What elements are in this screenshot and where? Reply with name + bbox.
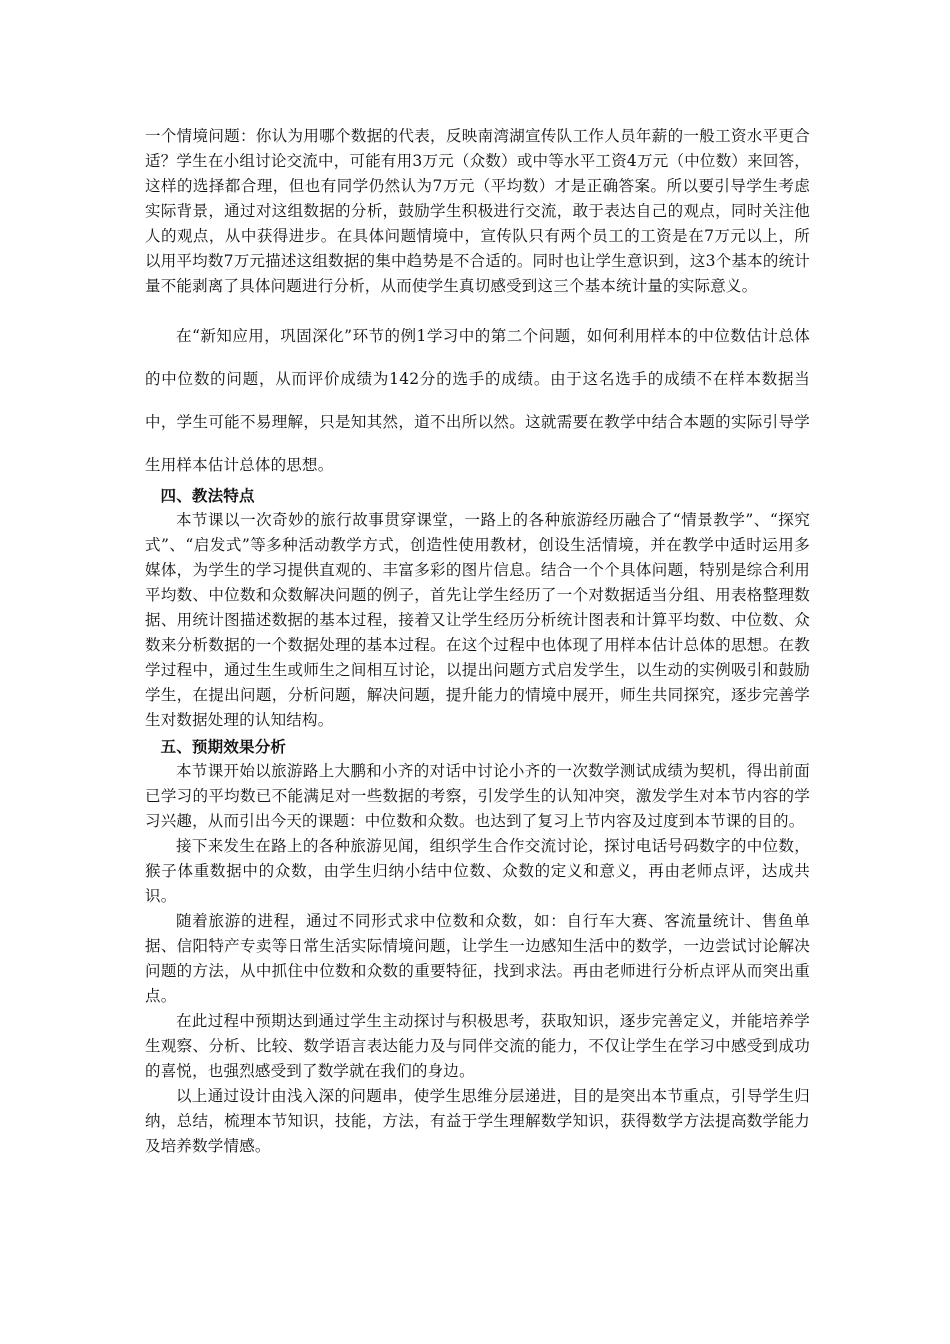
- wide-spaced-block: [145, 315, 810, 487]
- section-5-paragraph-3: 随着旅游的进程，通过不同形式求中位数和众数，如：自行车大赛、客流量统计、售鱼单据、信阳特产专卖等日常生活实际情境问题，让学生一边感知生活中的数学，一边尝试讨论解决问题的方法，从中抓住中位数和众数的重要特征，找到求法。再由老师进行分析点评从而突出重点。: [145, 912, 810, 1005]
- section-4-paragraph: 本节课以一次奇妙的旅行故事贯穿课堂，一路上的各种旅游经历融合了“情景教学”、“探究式”、“启发式”等多种活动教学方式，创造性使用教材，创设生活情境，并在教学中适时运用多媒体，为学生的学习提供直观的、丰富多彩的图片信息。结合一个个具体问题，特别是综合利用平均数、中位数和众数解决问题的例子，首先让学生经历了一个对数据适当分组、用表格整理数据、用统计图描述数据的基本过程，接着又让学生经历分析统计图表和计算平均数、中位数、众数来分析数据的一个数据处理的基本过程。在这个过程中也体现了用样本估计总体的思想。在教学过程中，通过生生或师生之间相互讨论，以提出问题方式启发学生，以生动的实例吸引和鼓励学生，在提出问题，分析问题，解决问题，提升能力的情境中展开，师生共同探究，逐步完善学生对数据处理的认知结构。: [145, 511, 810, 729]
- paragraph-continued: 一个情境问题：你认为用哪个数据的代表，反映南湾湖宣传队工作人员年薪的一般工资水平更合适？学生在小组讨论交流中，可能有用3万元（众数）或中等水平工资4万元（中位数）来回答，这样的选择都合理，但也有同学仍然认为7万元（平均数）才是正确答案。所以要引导学生考虑实际背景，通过对这组数据的分析，鼓励学生积极进行交流，敢于表达自己的观点，同时关注他人的观点，从中获得进步。在具体问题情境中，宣传队只有两个员工的工资是在7万元以上，所以用平均数7万元描述这组数据的集中趋势是不合适的。同时也让学生意识到，这3个基本的统计量不能剥离了具体问题进行分析，从而使学生真切感受到这三个基本统计量的实际意义。: [145, 127, 810, 295]
- section-5-paragraph-1: 本节课开始以旅游路上大鹏和小齐的对话中讨论小齐的一次数学测试成绩为契机，得出前面已学习的平均数已不能满足对一些数据的考察，引发学生的认知冲突，激发学生对本节内容的学习兴趣，从而引出今天的课题：中位数和众数。也达到了复习上节内容及过度到本节课的目的。: [145, 762, 810, 830]
- section-5: [145, 734, 810, 1159]
- section-5-heading: 五、预期效果分析: [160, 737, 287, 756]
- section-5-paragraph-4: 在此过程中预期达到通过学生主动探讨与积极思考，获取知识，逐步完善定义，并能培养学生观察、分析、比较、数学语言表达能力及与同伴交流的能力，不仅让学生在学习中感受到成功的喜悦，也强烈感受到了数学就在我们的身边。: [145, 1012, 810, 1080]
- top-block: [145, 124, 810, 299]
- section-5-paragraph-5: 以上通过设计由浅入深的问题串，使学生思维分层递进，目的是突出本节重点，引导学生归纳，总结，梳理本节知识，技能，方法，有益于学生理解数学知识，获得数学方法提高数学能力及培养数学情感。: [145, 1087, 810, 1155]
- paragraph-example-question: 在“新知应用，巩固深化”环节的例1学习中的第二个问题，如何利用样本的中位数估计总体的中位数的问题，从而评价成绩为142分的选手的成绩。由于这名选手的成绩不在样本数据当中，学生可能不易理解，只是知其然，道不出所以然。这就需要在教学中结合本题的实际引导学生用样本估计总体的思想。: [145, 327, 810, 474]
- section-4-heading: 四、教法特点: [160, 486, 255, 505]
- section-5-paragraph-2: 接下来发生在路上的各种旅游见闻，组织学生合作交流讨论，探讨电话号码数字的中位数，猴子体重数据中的众数，由学生归纳小结中位数、众数的定义和意义，再由老师点评，达成共识。: [145, 837, 810, 905]
- section-4: [145, 483, 810, 733]
